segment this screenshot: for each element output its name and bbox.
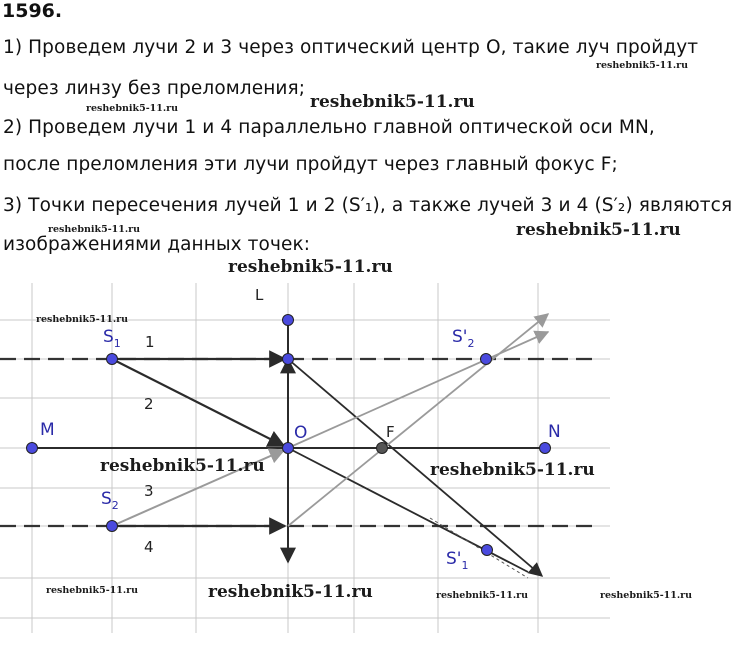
label-S2-image: $S'_2$ <box>452 327 475 350</box>
watermark: reshebnik5-11.ru <box>600 590 693 601</box>
label-M: M <box>40 420 55 440</box>
text-line-3: 2) Проведем лучи 1 и 4 параллельно главной оптической оси MN, <box>3 117 655 138</box>
label-S1: $S_1$ <box>103 327 121 350</box>
text-line-2: через линзу без преломления; <box>3 78 306 99</box>
point-lens-top <box>283 354 294 365</box>
watermark: reshebnik5-11.ru <box>228 257 393 277</box>
label-S1-image: $S'_1$ <box>446 549 469 572</box>
watermark: reshebnik5-11.ru <box>100 456 265 476</box>
watermark: reshebnik5-11.ru <box>46 585 139 596</box>
label-S2: $S_2$ <box>101 489 119 512</box>
grid <box>0 283 610 633</box>
label-ray-2: 2 <box>144 395 154 413</box>
label-N: N <box>548 422 561 442</box>
text-line-4: после преломления эти лучи пройдут через главный фокус F; <box>3 154 618 175</box>
ray-2-incident <box>112 359 284 446</box>
point-S1-image <box>482 545 493 556</box>
label-O: O <box>294 423 308 443</box>
watermark: reshebnik5-11.ru <box>208 582 373 602</box>
watermark: reshebnik5-11.ru <box>596 60 689 71</box>
text-line-5: 3) Точки пересечения лучей 1 и 2 (S′₁), а также лучей 3 и 4 (S′₂) являются <box>3 195 733 216</box>
point-S2 <box>107 521 118 532</box>
watermark: reshebnik5-11.ru <box>516 220 681 240</box>
point-S2-image <box>481 354 492 365</box>
point-L <box>283 315 294 326</box>
point-O <box>283 443 294 454</box>
watermark: reshebnik5-11.ru <box>430 460 595 480</box>
label-ray-3: 3 <box>144 482 154 500</box>
watermark: reshebnik5-11.ru <box>436 590 529 601</box>
point-F <box>377 443 388 454</box>
label-ray-1: 1 <box>145 333 155 351</box>
label-L: L <box>255 286 264 304</box>
problem-number: 1596. <box>2 0 63 22</box>
label-ray-4: 4 <box>144 538 154 556</box>
text-line-1: 1) Проведем лучи 2 и 3 через оптический центр O, такие луч пройдут <box>3 37 699 58</box>
point-S1 <box>107 354 118 365</box>
point-M <box>27 443 38 454</box>
ray-3-through-center <box>288 332 548 448</box>
point-N <box>540 443 551 454</box>
watermark: reshebnik5-11.ru <box>310 92 475 112</box>
text-line-6: изображениями данных точек: <box>3 234 311 255</box>
watermark: reshebnik5-11.ru <box>86 103 179 114</box>
ray-4-refracted <box>288 314 548 526</box>
watermark: reshebnik5-11.ru <box>48 224 141 235</box>
watermark: reshebnik5-11.ru <box>36 314 129 325</box>
label-F: F <box>386 423 395 441</box>
